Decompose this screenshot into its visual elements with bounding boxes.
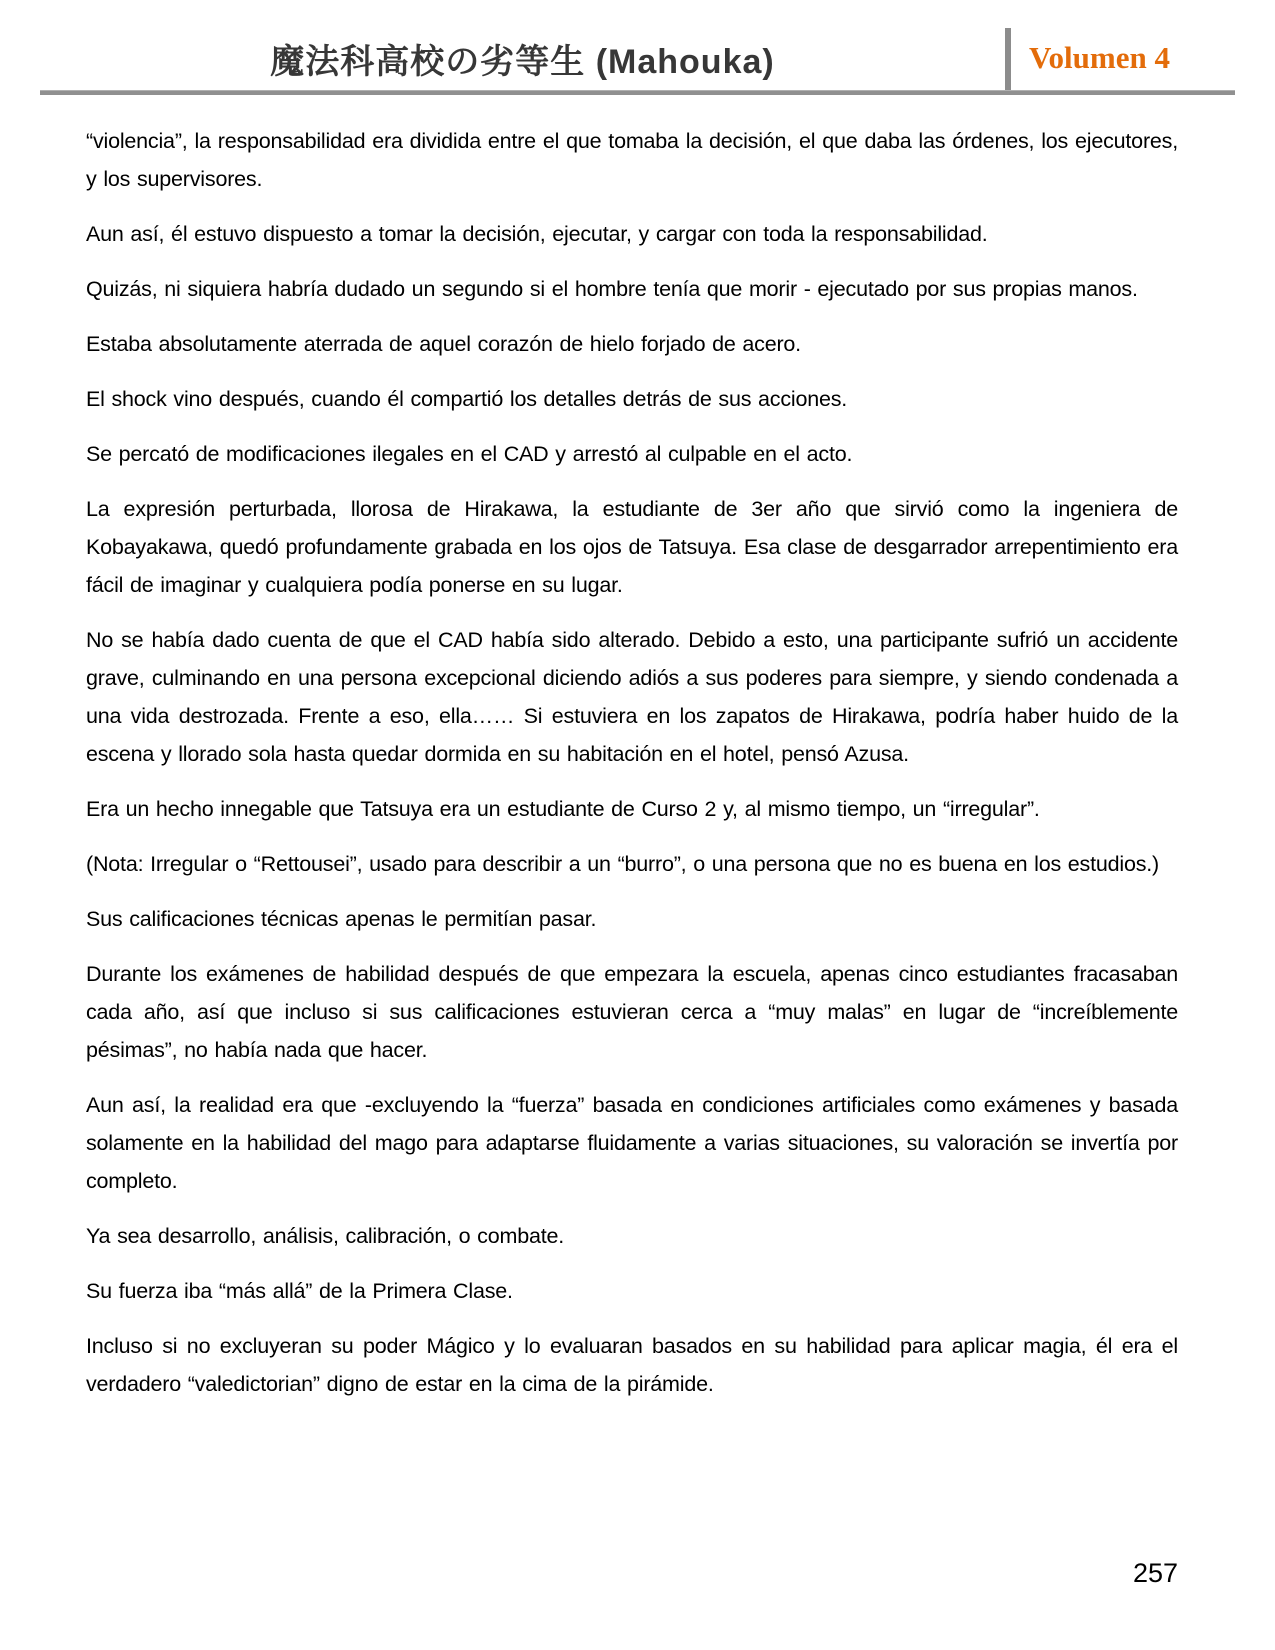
paragraph: Aun así, la realidad era que -excluyendo la “fuerza” basada en condiciones artificiales como exámenes y basada solamente en la habilidad del mago para adaptarse fluidamente a varias situaciones, su valoración se invertía por completo. [86,1093,1178,1193]
paragraph: Estaba absolutamente aterrada de aquel corazón de hielo forjado de acero. [86,332,801,356]
paragraph: (Nota: Irregular o “Rettousei”, usado para describir a un “burro”, o una persona que no es buena en los estudios.) [86,852,1160,876]
page-footer [86,1558,1178,1589]
paragraph: Su fuerza iba “más allá” de la Primera Clase. [86,1279,513,1303]
book-title: 魔法科高校の劣等生 (Mahouka) [270,42,775,81]
paragraph: Durante los exámenes de habilidad después de que empezara la escuela, apenas cinco estudiantes fracasaban cada año, así que incluso si sus calificaciones estuvieran cerca a “muy malas” en lugar de “increíblemente pésimas”, no había nada que hacer. [86,962,1178,1062]
paragraph: El shock vino después, cuando él compartió los detalles detrás de sus acciones. [86,387,848,411]
paragraph: “violencia”, la responsabilidad era dividida entre el que tomaba la decisión, el que daba las órdenes, los ejecutores, y los supervisores. [86,129,1178,191]
page-number: 257 [1132,1558,1178,1588]
paragraph: Era un hecho innegable que Tatsuya era un estudiante de Curso 2 y, al mismo tiempo, un “irregular”. [86,797,1040,821]
paragraph: Sus calificaciones técnicas apenas le permitían pasar. [86,907,597,931]
header-volume-cell [1011,26,1235,90]
header-title-cell [40,26,1005,90]
paragraph: Incluso si no excluyeran su poder Mágico y lo evaluaran basados en su habilidad para aplicar magia, él era el verdadero “valedictorian” digno de estar en la cima de la pirámide. [86,1334,1178,1396]
body-text [86,122,1178,1403]
paragraph: La expresión perturbada, llorosa de Hirakawa, la estudiante de 3er año que sirvió como la ingeniera de Kobayakawa, quedó profundamente grabada en los ojos de Tatsuya. Esa clase de desgarrador arrepentimiento era fácil de imaginar y cualquiera podía ponerse en su lugar. [86,497,1178,597]
header-row [40,26,1235,90]
paragraph: Aun así, él estuvo dispuesto a tomar la decisión, ejecutar, y cargar con toda la responsabilidad. [86,222,988,246]
paragraph: Ya sea desarrollo, análisis, calibración, o combate. [86,1224,565,1248]
page-header [0,0,1275,95]
paragraph: Se percató de modificaciones ilegales en el CAD y arrestó al culpable en el acto. [86,442,853,466]
volume-label: Volumen 4 [1029,40,1170,75]
header-rule [40,90,1235,95]
paragraph: Quizás, ni siquiera habría dudado un segundo si el hombre tenía que morir - ejecutado por sus propias manos. [86,277,1138,301]
paragraph: No se había dado cuenta de que el CAD había sido alterado. Debido a esto, una participante sufrió un accidente grave, culminando en una persona excepcional diciendo adiós a sus poderes para siempre, y siendo condenada a una vida destrozada. Frente a eso, ella…… Si estuviera en los zapatos de Hirakawa, podría haber huido de la escena y llorado sola hasta quedar dormida en su habitación en el hotel, pensó Azusa. [86,628,1178,766]
